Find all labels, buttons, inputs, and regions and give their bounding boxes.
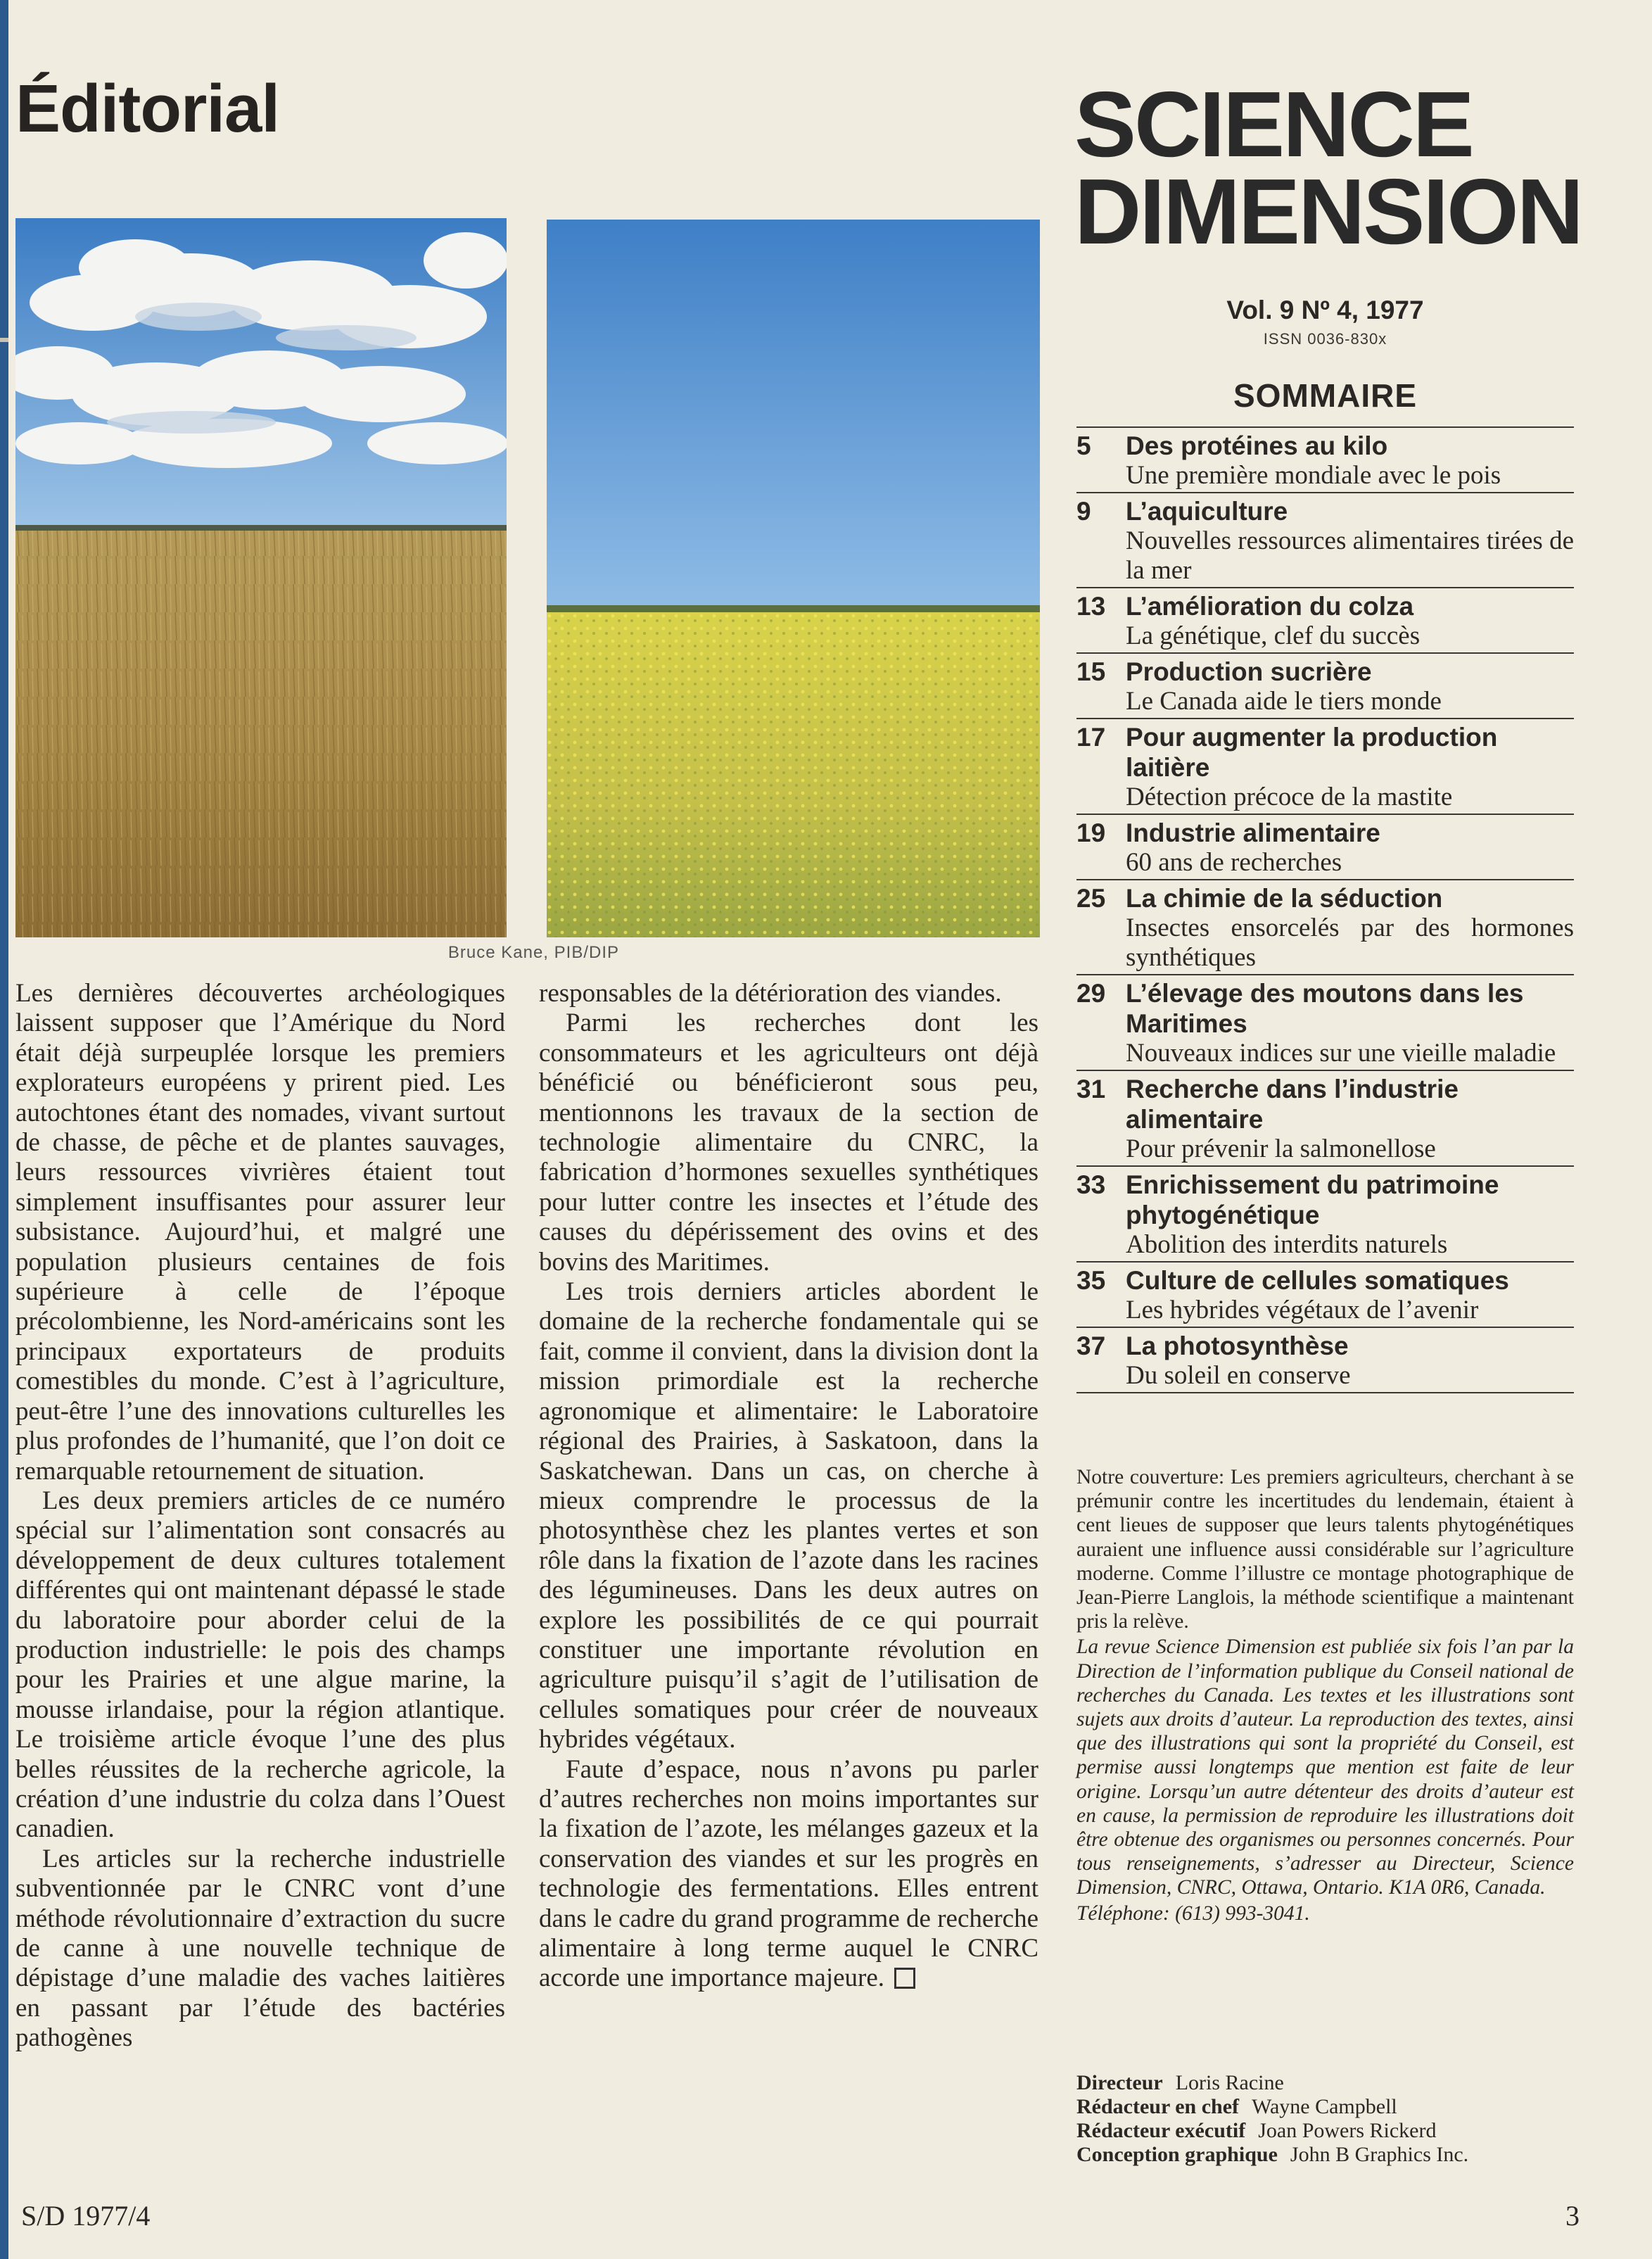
toc-entry[interactable]: [1076, 492, 1574, 587]
toc-page: 29: [1076, 979, 1106, 1008]
toc-page: 17: [1076, 723, 1106, 752]
staff-row: [1076, 2119, 1574, 2143]
staff-name: Wayne Campbell: [1252, 2095, 1397, 2118]
staff-name: Joan Powers Rickerd: [1258, 2119, 1437, 2142]
toc-page: 33: [1076, 1170, 1106, 1199]
toc-divider: [1076, 1392, 1574, 1393]
toc-subtitle: Abolition des interdits naturels: [1126, 1230, 1448, 1259]
staff-name: Loris Racine: [1175, 2071, 1284, 2094]
toc-title: Industrie alimentaire: [1126, 818, 1380, 847]
staff-role: Conception graphique: [1076, 2143, 1278, 2166]
toc-subtitle: 60 ans de recherches: [1126, 848, 1342, 877]
editorial-paragraph: Les dernières découvertes archéologiques laissent supposer que l’Amérique du Nord était déjà surpeuplée lorsque les premiers explorateurs européens y prirent pied. Les autochtones étant des nomades, vivant surtout de chasse, de pêche et de plantes sauvages, leurs ressources vivrières étaient tout simplement insuffisantes pour assurer leur subsistance. Aujourd’hui, et malgré une population plusieurs centaines de fois supérieure à celle de l’époque précolombienne, les Nord-américains sont les principaux exportateurs de produits comestibles du monde. C’est à l’agriculture, peut-être l’une des innovations culturelles les plus profondes de l’humanité, que l’on doit ce remarquable retournement de situation.: [15, 979, 505, 1486]
staff-row: [1076, 2143, 1574, 2167]
toc-page: 35: [1076, 1266, 1106, 1295]
toc-subtitle: La génétique, clef du succès: [1126, 621, 1421, 650]
editorial-paragraph: Les trois derniers articles abordent le domaine de la recherche fondamentale qui se fait, comme il convient, dans la division dont la mission primordiale est la recherche agronomique et alimentaire: le Laboratoire régional des Prairies, à Saskatoon, dans la Saskatchewan. Dans un cas, on cherche à mieux comprendre le processus de la photosynthèse chez les plantes vertes et son rôle dans la fixation de l’azote dans les racines des légumineuses. Dans les deux autres on explore les possibilités de ce qui pourrait constituer une importante révolution en agriculture puisqu’il s’agit de l’utilisation de cellules somatiques pour créer de nouveaux hybrides végétaux.: [539, 1277, 1038, 1754]
magazine-brand: [1074, 72, 1637, 263]
canola-field-photo: [547, 220, 1040, 937]
page-number: 3: [1565, 2200, 1580, 2232]
toc-title: Enrichissement du patrimoine phytogénétique: [1126, 1170, 1499, 1229]
toc-page: 15: [1076, 657, 1106, 686]
toc-page: 13: [1076, 592, 1106, 621]
staff-role: Rédacteur en chef: [1076, 2095, 1240, 2118]
toc-page: 31: [1076, 1075, 1106, 1103]
toc-title: La photosynthèse: [1126, 1331, 1349, 1360]
editorial-column-2: [539, 979, 1038, 1994]
toc-entry[interactable]: [1076, 814, 1574, 879]
toc-page: 9: [1076, 497, 1091, 526]
table-of-contents: [1076, 426, 1574, 1393]
toc-title: La chimie de la séduction: [1126, 884, 1443, 913]
editorial-paragraph: Les deux premiers articles de ce numéro spécial sur l’alimentation sont consacrés au développement de deux cultures totalement différentes qui ont maintenant dépassé le stade du laboratoire pour aborder celui de la production industrielle: le pois des champs pour les Prairies et une algue marine, la mousse irlandaise, pour la région atlantique. Le troisième article évoque l’une des plus belles réussites de la recherche agricole, la création d’une industrie du colza dans l’Ouest canadien.: [15, 1486, 505, 1844]
toc-entry[interactable]: [1076, 426, 1574, 492]
staff-role: Directeur: [1076, 2071, 1163, 2094]
editorial-paragraph: responsables de la détérioration des viandes.: [539, 979, 1002, 1008]
editorial-column-1: [15, 979, 505, 2054]
toc-subtitle: Une première mondiale avec le pois: [1126, 461, 1501, 490]
cover-caption: Notre couverture: Les premiers agriculteurs, cherchant à se prémunir contre les incertitudes du lendemain, étaient à cent lieues de supposer que leurs talents phytogénétiques auraient une influence aussi considérable sur l’agriculture moderne. Comme l’illustre ce montage photographique de Jean-Pierre Langlois, la méthode scientifique a maintenant pris la relève.: [1076, 1466, 1574, 1633]
toc-entry[interactable]: [1076, 1070, 1574, 1165]
brand-line-2: DIMENSION: [1074, 160, 1582, 263]
toc-entry[interactable]: [1076, 652, 1574, 718]
publisher-note: La revue Science Dimension est publiée six fois l’an par la Direction de l’information publique du Conseil national de recherches du Canada. Les textes et les illustrations sont sujets aux droits d’auteur. La reproduction des textes, ainsi que des illustrations qui sont la propriété du Conseil, est permise aussi longtemps que mention est faite de leur origine. Lorsqu’un autre détenteur des droits d’auteur est en cause, la permission de reproduire les illustrations doit être obtenue des organismes ou personnes concernés. Pour tous renseignements, s’adresser au Directeur, Science Dimension, CNRC, Ottawa, Ontario. K1A 0R6, Canada.: [1076, 1635, 1574, 1899]
toc-title: Recherche dans l’industrie alimentaire: [1126, 1075, 1459, 1134]
toc-page: 37: [1076, 1331, 1106, 1360]
editorial-paragraph: [539, 1755, 1038, 1994]
toc-subtitle: Le Canada aide le tiers monde: [1126, 687, 1442, 716]
cover-note: [1076, 1465, 1574, 1925]
section-title: Éditorial: [15, 71, 280, 146]
contents-heading: SOMMAIRE: [1233, 377, 1417, 414]
toc-subtitle: Insectes ensorcelés par des hormones synthétiques: [1126, 913, 1574, 972]
footer-issue: S/D 1977/4: [21, 2200, 151, 2232]
photo-credit: Bruce Kane, PIB/DIP: [447, 943, 619, 962]
toc-title: Production sucrière: [1126, 657, 1372, 686]
toc-page: 5: [1076, 431, 1091, 460]
staff-row: [1076, 2071, 1574, 2095]
toc-title: L’élevage des moutons dans les Maritimes: [1126, 979, 1524, 1038]
end-mark-icon: [894, 1968, 915, 1989]
toc-page: 19: [1076, 818, 1106, 847]
toc-subtitle: Détection précoce de la mastite: [1126, 783, 1453, 811]
toc-entry[interactable]: [1076, 1261, 1574, 1327]
toc-title: L’aquiculture: [1126, 497, 1288, 526]
issue-number: Vol. 9 Nº 4, 1977: [1226, 296, 1424, 324]
left-edge-bar: [0, 0, 8, 2259]
toc-subtitle: Du soleil en conserve: [1126, 1361, 1351, 1390]
staff-name: John B Graphics Inc.: [1290, 2143, 1469, 2166]
staff-role: Rédacteur exécutif: [1076, 2119, 1246, 2142]
brand-line-1: SCIENCE: [1074, 72, 1473, 176]
toc-subtitle: Nouvelles ressources alimentaires tirées de la mer: [1126, 526, 1574, 585]
toc-entry[interactable]: [1076, 587, 1574, 652]
toc-entry[interactable]: [1076, 1327, 1574, 1392]
toc-entry[interactable]: [1076, 1165, 1574, 1261]
editorial-paragraph: Les articles sur la recherche industrielle subventionnée par le CNRC vont d’une méthode révolutionnaire d’extraction du sucre de canne à une nouvelle technique de dépistage d’une maladie des vaches laitières en passant par l’étude des bactéries pathogènes: [15, 1844, 505, 2053]
toc-page: 25: [1076, 884, 1106, 913]
wheat-field-photo: [15, 218, 507, 937]
toc-entry[interactable]: [1076, 879, 1574, 974]
issn: ISSN 0036-830x: [1263, 330, 1387, 348]
toc-entry[interactable]: [1076, 718, 1574, 814]
toc-title: Culture de cellules somatiques: [1126, 1266, 1509, 1295]
toc-title: Pour augmenter la production laitière: [1126, 723, 1498, 782]
toc-subtitle: Nouveaux indices sur une vieille maladie: [1126, 1039, 1556, 1068]
editorial-paragraph: Parmi les recherches dont les consommateurs et les agriculteurs ont déjà bénéficié ou bénéficieront sous peu, mentionnons les travaux de la section de technologie alimentaire du CNRC, la fabrication d’hormones sexuelles synthétiques pour lutter contre les insectes et l’étude des causes du dépérissement des ovins et des bovins des Maritimes.: [539, 1008, 1038, 1277]
staff-row: [1076, 2095, 1574, 2119]
toc-subtitle: Les hybrides végétaux de l’avenir: [1126, 1296, 1479, 1324]
toc-title: L’amélioration du colza: [1126, 592, 1414, 621]
toc-subtitle: Pour prévenir la salmonellose: [1126, 1134, 1436, 1163]
staff-list: [1076, 2071, 1574, 2167]
editorial-paragraph-text: Faute d’espace, nous n’avons pu parler d’autres recherches non moins importantes sur la fixation de l’azote, les mélanges gazeux et la conservation des viandes et sur les progrès en technologie des fermentations. Elles entrent dans le cadre du grand programme de recherche alimentaire à long terme auquel le CNRC accorde une importance majeure.: [539, 1754, 1038, 1993]
telephone: Téléphone: (613) 993-3041.: [1076, 1902, 1310, 1925]
toc-title: Des protéines au kilo: [1126, 431, 1388, 460]
toc-entry[interactable]: [1076, 974, 1574, 1070]
